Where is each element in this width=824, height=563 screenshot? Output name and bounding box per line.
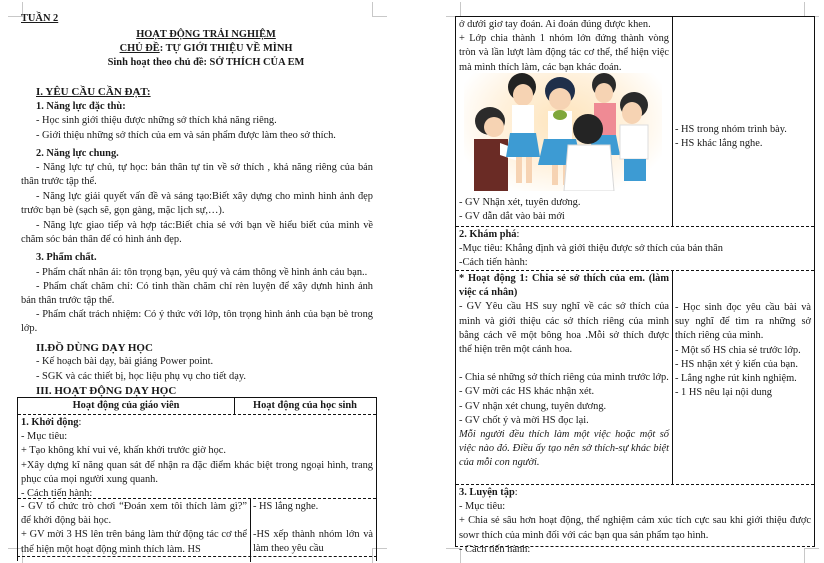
section3-heading: III. HOẠT ĐỘNG DẠY HỌC [36,385,177,397]
teacher-line: - GV tổ chức trò chơi “Đoán xem tôi thích làm gì?” để khởi động bài học. [21,501,247,527]
teacher-line: - Chia sẻ những sở thích riêng của mình trước lớp. [459,372,669,384]
luyen-tap-line: + Chia sẻ sâu hơn hoạt động, thể nghiệm cảm xúc tích cực sau khi giới thiệu được sowr thích của mình đối với các bạn qua sản phẩm tạo hình. [459,515,811,541]
section2-item: - Kế hoạch bài dạy, bài giảng Power point. [36,356,214,367]
section2-heading: II.ĐỒ DÙNG DẠY HỌC [36,342,153,354]
activity1-heading: * Hoạt động 1: Chia sẻ sở thích của em. (làm việc cá nhân) [459,273,669,299]
sub3-item: - Phẩm chất trách nhiệm: Có ý thức với lớp, tôn trọng hình ảnh của bạn bè trong lớp. [21,309,373,334]
page-corner-mark [446,2,461,17]
kham-pha-heading: 2. Khám phá [459,229,517,240]
teacher-conclusion: Mỗi người đều thích làm một việc hoặc một số việc nào đó. Điều ấy tạo nên sở thích-sự khác biệt của mỗi con người. [459,429,669,469]
topic-value: : TỰ GIỚI THIỆU VỀ MÌNH [159,43,293,54]
student-line: - 1 HS nêu lại nội dung [675,387,772,399]
page-corner-mark [804,2,819,17]
page-break-line [17,556,377,557]
sub3-item: - Phẩm chất chăm chỉ: Có tinh thần chăm chỉ rèn luyện để xây dựnh hình ảnh bản thân trước tập thể. [21,281,373,306]
activities-table [17,397,377,561]
teacher-line: - GV nhận xét chung, tuyên dương. [459,400,607,412]
teacher-activity-cell-end [456,195,672,225]
khoi-dong-section: 1. Khởi động: - Mục tiêu: + Tạo không khí vui vẻ, khấn khởi trước giờ học. +Xây dựng kĩ năng quan sát để nhận ra đặc điểm khác biệt trong ngoại hình, trang phục của mọi người xung quanh. - Cách tiến hành: [18,415,376,502]
khoi-dong-line: +Xây dựng kĩ năng quan sát để nhận ra đặc điểm khác biệt trong ngoại hình, trang phục của mọi người xung quanh. [21,459,373,485]
luyen-tap-section: 3. Luyện tập: - Mục tiêu: + Chia sẻ sâu hơn hoạt động, thể nghiệm cảm xúc tích cực sau khi giới thiệu được sowr thích của mình đối với các bạn qua sản phẩm tạo hình. - Cách tiến hành: [456,485,814,558]
topic-line [0,42,412,56]
student-line: - Học sinh đọc yêu cầu bài và suy nghĩ để tìm ra những sở thích riêng của mình. [675,302,811,342]
sub2-heading: 2. Năng lực chung. [36,148,119,159]
page-corner-mark [372,2,387,17]
section2-item: - SGK và các thiết bị, học liệu phụ vụ cho tiết dạy. [36,371,246,382]
teacher-activity-cell [18,499,250,558]
document-page-right [412,0,824,561]
children-illustration-graphic [464,73,662,191]
children-circle-illustration [464,73,662,191]
teacher-activity-cell [456,17,672,76]
sub2-item: - Năng lực giao tiếp và hợp tác:Biết chia sẻ với bạn về hiểu biết của mình về chăm sóc bản thân để có hình ảnh đẹp. [21,220,373,245]
khoi-dong-line: - Cách tiến hành: [21,488,93,500]
student-line: -HS xếp thành nhóm lớn và làm theo yêu cầu [253,529,373,555]
khoi-dong-heading: 1. Khởi động [21,417,79,428]
doc-subtitle: Sinh hoạt theo chủ đề: SỞ THÍCH CỦA EM [107,57,305,68]
activities-table-continued [455,16,815,555]
sub1-item: - Giới thiệu những sở thích của em và sản phẩm được làm theo sở thích. [36,130,336,141]
week-label: TUẦN 2 [21,13,59,24]
teacher-line: - GV mời các HS khác nhận xét. [459,386,595,398]
sub2-item: - Năng lực tự chủ, tự học: bản thân tự tin về sở thích , khả năng riêng của bản thân trước tập thể. [21,162,373,187]
section1-heading: I. YÊU CẦU CẦN ĐẠT: [36,86,151,98]
luyen-tap-heading: 3. Luyện tập [459,487,515,498]
topic-label: CHỦ ĐỀ [119,43,160,54]
khoi-dong-line: - Mục tiêu: [21,431,68,443]
table-header-student: Hoạt động của học sinh [253,400,357,411]
teacher-line: - GV chốt ý và mời HS đọc lại. [459,414,589,426]
sub1-heading: 1. Năng lực đặc thù: [36,101,126,112]
student-line: - HS nhận xét ý kiến của bạn. [675,358,798,370]
student-line: - Một số HS chia sẻ trước lớp. [675,344,801,356]
student-line: - HS trong nhóm trình bày. [675,124,787,135]
teacher-line: - GV Nhận xét, tuyên dương. [459,197,581,208]
document-page-left [0,0,412,561]
student-activity-cell [250,499,376,558]
teacher-line: + GV mời 3 HS lên trên bảng làm thử động tác cơ thể thể hiện một hoạt động mình thích làm. HS [21,529,247,555]
sub1-item: - Học sinh giới thiệu được những sở thích khả năng riêng. [36,115,277,126]
student-activity-cell [672,122,814,152]
luyen-tap-line: - Mục tiêu: [459,501,506,513]
teacher-line: - GV dẫn dắt vào bài mới [459,211,565,223]
student-line: - HS lắng nghe. [253,501,319,512]
sub2-item: - Năng lực giải quyết vấn đề và sáng tạo:Biết xây dựng cho mình hình ảnh đẹp trước bạn bè (sạch sẽ, gọn gàng, mặc lịch sự,…). [21,191,373,216]
page-break-line [455,546,815,547]
sub3-heading: 3. Phẩm chất. [36,252,97,263]
kham-pha-section: 2. Khám phá: -Mục tiêu: Khẳng định và giới thiệu được sở thích của bản thân -Cách tiến hành: [456,227,814,272]
student-line: - Lắng nghe rút kinh nghiệm. [675,373,797,385]
doc-title: HOẠT ĐỘNG TRẢI NGHIỆM [136,29,276,40]
kham-pha-line: -Mục tiêu: Khẳng định và giới thiệu được sở thích của bản thân [459,243,723,255]
student-line: - HS khác lắng nghe. [675,138,763,150]
kham-pha-line: -Cách tiến hành: [459,257,528,269]
activity1-student-cell [672,300,814,401]
teacher-line: - GV Yêu cầu HS suy nghĩ về các sở thích của mình và giới thiệu các sở thích riêng của mình bằng cách vẽ một bông hoa .Mỗi sở thích được thể hiện trên một cánh hoa. [459,301,669,356]
luyen-tap-line: - Cách tiến hành: [459,543,531,555]
table-header-teacher: Hoạt động của giáo viên [72,400,180,411]
sub3-item: - Phẩm chất nhân ái: tôn trọng bạn, yêu quý và cảm thông về hình ảnh cảu bạn.. [36,267,368,278]
teacher-line: ở dưới giơ tay đoán. Ai đoán đúng được khen. [459,19,651,30]
khoi-dong-line: + Tạo không khí vui vẻ, khấn khởi trước giờ học. [21,445,226,457]
teacher-line: + Lớp chia thành 1 nhóm lớn đứng thành vòng tròn và lần lượt làm động tác cơ thể, thể hiện việc mà mình thích làm, các bạn khác đoán. [459,33,669,73]
activity1-teacher-cell [456,271,672,472]
